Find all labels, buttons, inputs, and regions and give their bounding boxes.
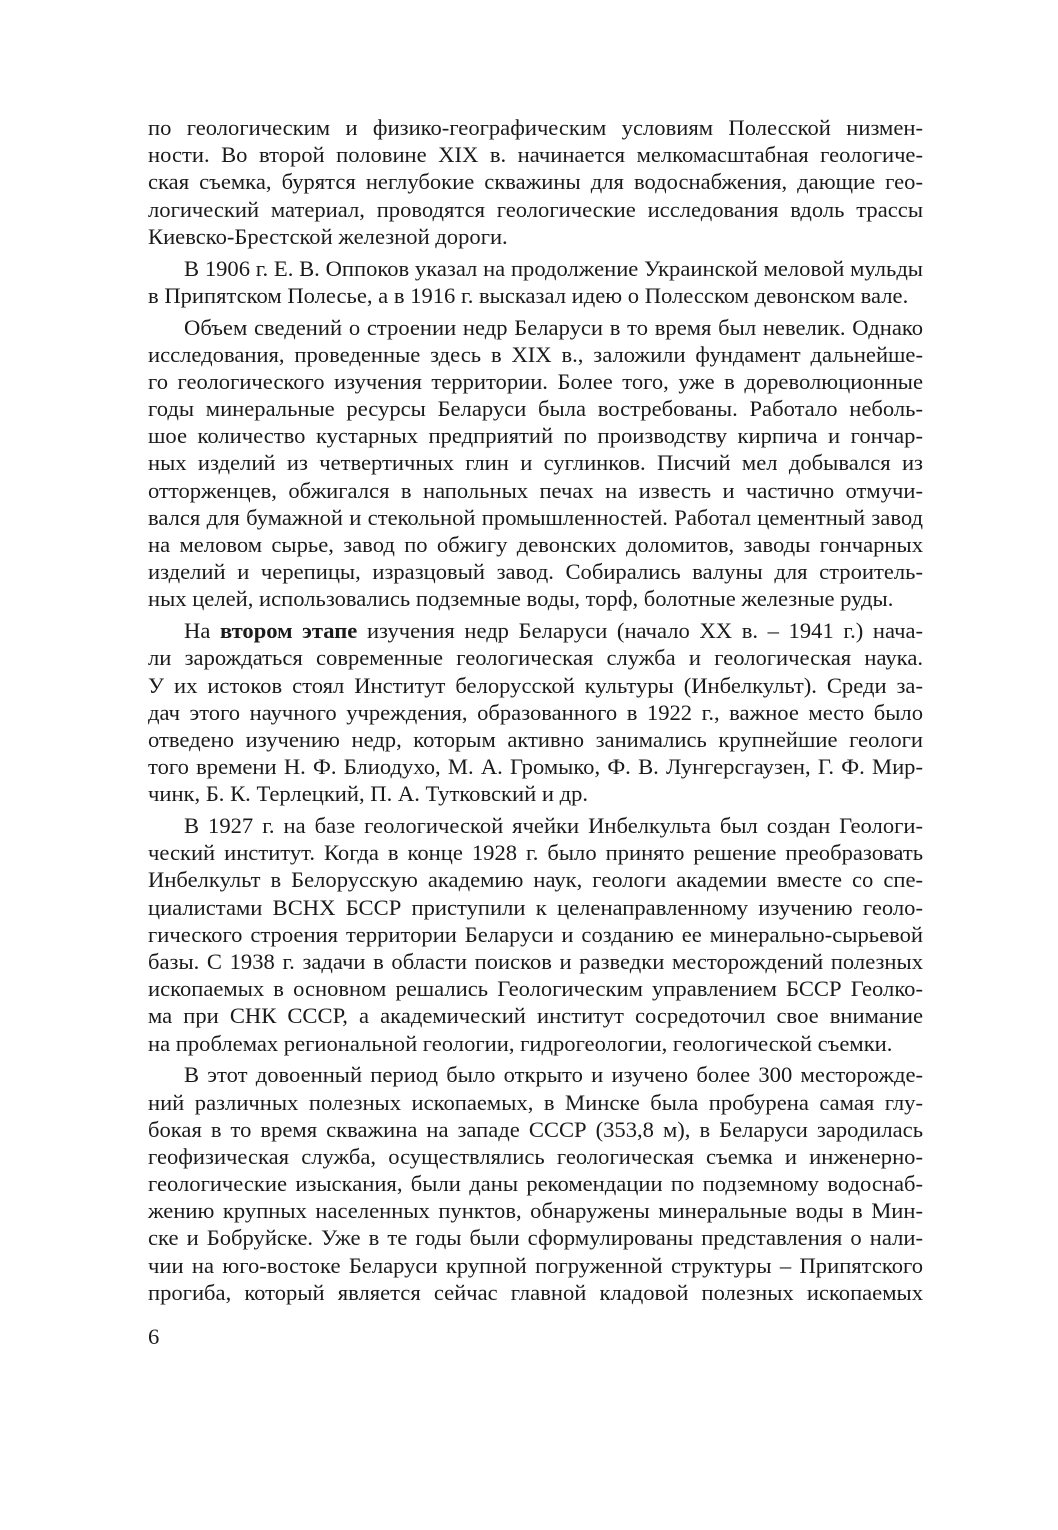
text-line: В 1906 г. Е. В. Оппоков указал на продолжение Украинской меловой мульды bbox=[184, 255, 923, 281]
text-line: циалистами ВСНХ БССР приступили к целенаправленному изучению геоло- bbox=[148, 894, 923, 920]
text-line: бокая в то время скважина на западе СССР (353,8 м), в Беларуси зародилась bbox=[148, 1116, 923, 1142]
text-line: ли зарождаться современные геологическая служба и геологическая наука. bbox=[148, 645, 923, 671]
text-line: годы минеральные ресурсы Беларуси была востребованы. Работало неболь- bbox=[148, 396, 923, 422]
text-line: вался для бумажной и стекольной промышленностей. Работал цементный завод bbox=[148, 504, 923, 530]
text-line: геофизическая служба, осуществлялись геологическая съемка и инженерно- bbox=[148, 1143, 923, 1169]
text-run: изучения недр Беларуси (начало XX в. – 1941 г.) нача- bbox=[357, 618, 923, 644]
text-line: ний различных полезных ископаемых, в Минске была пробурена самая глу- bbox=[148, 1089, 923, 1115]
text-line: в Припятском Полесье, а в 1916 г. высказал идею о Полесском девонском вале. bbox=[148, 282, 909, 308]
text-line: ма при СНК СССР, а академический институт сосредоточил свое внимание bbox=[148, 1003, 923, 1029]
paragraph-5 bbox=[148, 812, 923, 1057]
text-line: ископаемых в основном решались Геологическим управлением БССР Геолко- bbox=[148, 976, 923, 1002]
text-line: на проблемах региональной геологии, гидрогеологии, геологической съемки. bbox=[148, 1030, 893, 1056]
text-line: шое количество кустарных предприятий по производству кирпича и гончар- bbox=[148, 423, 923, 449]
text-line: базы. С 1938 г. задачи в области поисков и разведки месторождений полезных bbox=[148, 949, 923, 974]
text-line: прогиба, который является сейчас главной кладовой полезных ископаемых bbox=[148, 1279, 923, 1305]
text-run: На bbox=[184, 618, 220, 644]
text-line: В этот довоенный период было открыто и изучено более 300 месторожде- bbox=[184, 1062, 923, 1088]
body-text bbox=[148, 114, 923, 1306]
text-line: жению крупных населенных пунктов, обнаружены минеральные воды в Мин- bbox=[148, 1198, 923, 1224]
text-line: отторженцев, обжигался в напольных печах на известь и частично отмучи- bbox=[148, 477, 923, 503]
text-line: логический материал, проводятся геологические исследования вдоль трассы bbox=[148, 196, 923, 222]
text-line: отведено изучению недр, которым активно занимались крупнейшие геологи bbox=[148, 726, 923, 752]
text-line: дач этого научного учреждения, образованного в 1922 г., важное место было bbox=[148, 699, 923, 725]
text-line: Киевско-Брестской железной дороги. bbox=[148, 223, 508, 249]
text-line: ске и Бобруйске. Уже в те годы были сформулированы представления о нали- bbox=[148, 1225, 923, 1251]
text-line: по геологическим и физико-географическим условиям Полесской низмен- bbox=[148, 115, 923, 140]
text-line: на меловом сырье, завод по обжигу девонских доломитов, заводы гончарных bbox=[148, 532, 923, 557]
text-line: го геологического изучения территории. Более того, уже в дореволюционные bbox=[148, 368, 923, 394]
page-number: 6 bbox=[148, 1324, 160, 1349]
text-line: гического строения территории Беларуси и созданию ее минерально-сырьевой bbox=[148, 921, 923, 947]
text-line bbox=[148, 617, 923, 644]
bold-term: втором этапе bbox=[219, 618, 358, 644]
text-line: ская съемка, бурятся неглубокие скважины для водоснабжения, дающие гео- bbox=[148, 169, 923, 195]
text-line: геологические изыскания, были даны рекомендации по подземному водоснаб- bbox=[148, 1171, 923, 1197]
text-line: Инбелкульт в Белорусскую академию наук, геологи академии вместе со спе- bbox=[148, 867, 923, 893]
paragraph-1 bbox=[148, 114, 923, 250]
text-line: У их истоков стоял Институт белорусской культуры (Инбелкульт). Среди за- bbox=[148, 672, 923, 698]
paragraph-2 bbox=[148, 255, 923, 309]
text-line: ных целей, использовались подземные воды, торф, болотные железные руды. bbox=[148, 586, 894, 612]
text-line: того времени Н. Ф. Блиодухо, М. А. Громыко, Ф. В. Лунгерсгаузен, Г. Ф. Мир- bbox=[148, 754, 923, 780]
text-line: ных изделий из четвертичных глин и суглинков. Писчий мел добывался из bbox=[148, 450, 923, 476]
text-line: чии на юго-востоке Беларуси крупной погруженной структуры – Припятского bbox=[148, 1252, 923, 1278]
text-line: ческий институт. Когда в конце 1928 г. было принято решение преобразовать bbox=[148, 840, 923, 866]
text-line: В 1927 г. на базе геологической ячейки Инбелкульта был создан Геологи- bbox=[184, 813, 923, 839]
paragraph-6 bbox=[148, 1061, 923, 1306]
text-line: чинк, Б. К. Терлецкий, П. А. Тутковский и др. bbox=[148, 781, 589, 807]
text-line: исследования, проведенные здесь в XIX в., заложили фундамент дальнейше- bbox=[148, 341, 923, 367]
text-line: изделий и черепицы, изразцовый завод. Собирались валуны для строитель- bbox=[148, 559, 923, 585]
text-line: ности. Во второй половине XIX в. начинается мелкомасштабная геологиче- bbox=[148, 142, 923, 168]
paragraph-3 bbox=[148, 314, 923, 613]
text-line: Объем сведений о строении недр Беларуси в то время был невелик. Однако bbox=[184, 314, 923, 340]
paragraph-4 bbox=[148, 617, 923, 807]
